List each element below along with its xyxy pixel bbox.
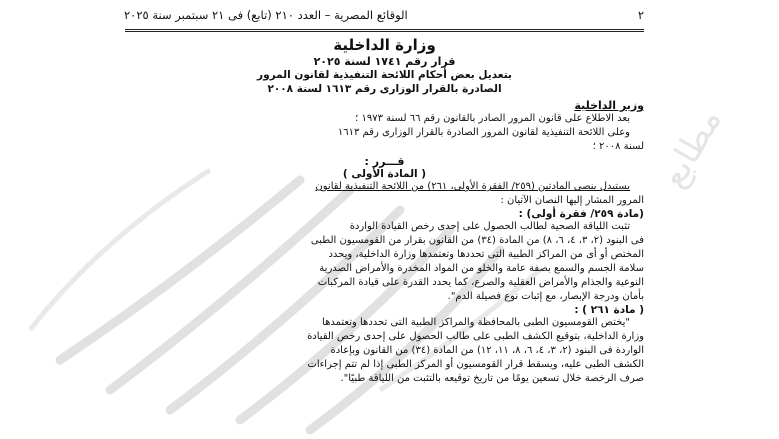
decided-heading: قـــرر : — [364, 155, 405, 168]
article-1-line-2: المرور المشار إليها النصان الآتيان : — [500, 195, 644, 206]
preamble-line-3: لسنة ٢٠٠٨ ؛ — [592, 141, 644, 152]
article-1-line-1: يستبدل بنصى المادتين (٢٥٩/ الفقرة الأولى، ٢٦١) من اللائحة التنفيذية لقانون — [315, 181, 630, 192]
minister-heading: وزير الداخلية — [574, 99, 644, 112]
ministry-title: وزارة الداخلية — [333, 36, 436, 54]
preamble-line-1: بعد الاطلاع على قانون المرور الصادر بالقانون رقم ٦٦ لسنة ١٩٧٣ ؛ — [355, 113, 630, 124]
article-261-line-1: "يختص القومسيون الطبى بالمحافظة والمراكز الطبية التى تحددها وتعتمدها — [322, 317, 630, 328]
decree-subtitle-1: بتعديل بعض أحكام اللائحة التنفيذية لقانون المرور — [257, 69, 512, 81]
article-1-heading: ( المادة الأولى ) — [342, 168, 427, 180]
article-261-line-3: الواردة فى البنود (٢، ٣، ٤، ٦، ٨، ١١، ١٢) من المادة (٣٤) من القانون وبإعادة — [330, 345, 644, 356]
article-259-line-4: سلامة الجسم والسمع بصفة عامة والخلو من المواد المخدرة والأمراض الصدرية — [319, 263, 644, 274]
header-rule-secondary — [125, 31, 644, 32]
article-259-line-6: بأمان ودرجة الإبصار، مع إثبات نوع فصيلة الدم". — [447, 291, 644, 302]
preamble-line-2: وعلى اللائحة التنفيذية لقانون المرور الصادرة بالقرار الوزارى رقم ١٦١٣ — [337, 127, 630, 138]
article-259-line-3: المختص أو أى من المراكز الطبية التى تحددها وتعتمدها وزارة الداخلية، ويحدد — [328, 249, 644, 260]
header-rule — [125, 29, 644, 30]
watermark-text: مطابع — [653, 101, 730, 195]
article-259-heading: (مادة ٢٥٩/ فقرة أولى) : — [518, 208, 644, 220]
article-259-line-2: فى البنود (٢، ٣، ٤، ٦، ٨) من المادة (٣٤) من القانون بقرار من القومسيون الطبى — [310, 235, 644, 246]
running-header — [124, 8, 644, 22]
article-261-line-4: الكشف الطبى عليه، ويسقط قرار القومسيون أو المركز الطبى إذا لم تتم إجراءات — [307, 359, 644, 370]
running-title: الوقائع المصرية – العدد ٢١٠ (تابع) فى ٢١ سبتمبر سنة ٢٠٢٥ — [124, 8, 408, 22]
article-261-line-5: صرف الرخصة خلال تسعين يومًا من تاريخ توقيعه بالتثبت من اللياقة طبيًا". — [340, 373, 644, 384]
article-261-heading: ( مادة ٢٦١ ) : — [574, 304, 644, 316]
article-259-line-1: تثبت اللياقة الصحية لطالب الحصول على إحدى رخص القيادة الواردة — [349, 221, 630, 232]
decree-content — [125, 34, 644, 386]
decree-number: قرار رقم ١٧٤١ لسنة ٢٠٢٥ — [313, 55, 456, 68]
article-259-line-5: النوعية والجذام والأمراض العقلية والصرع، كما يحدد القدرة على قيادة المركبات — [317, 277, 644, 288]
article-261-line-2: وزارة الداخلية، بتوقيع الكشف الطبى على طالب الحصول على إحدى رخص القيادة — [307, 331, 644, 342]
decree-subtitle-2: الصادرة بالقرار الوزارى رقم ١٦١٣ لسنة ٢٠٠٨ — [267, 83, 502, 95]
page-number: ٢ — [637, 8, 644, 22]
